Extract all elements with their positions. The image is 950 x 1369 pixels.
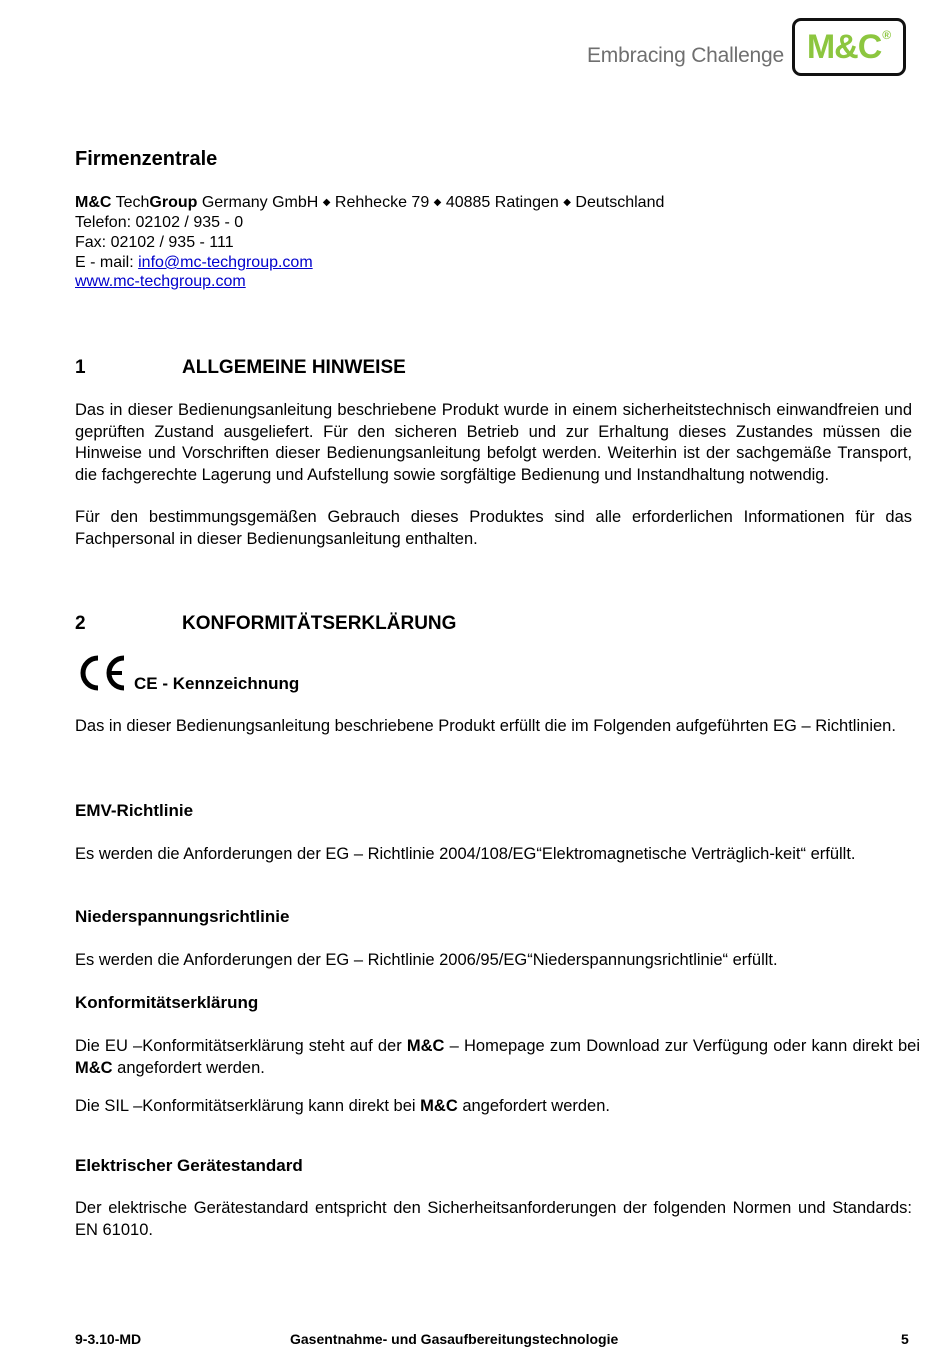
- section-1-paragraph-1: Das in dieser Bedienungsanleitung beschriebene Produkt wurde in einem sicherheitstechnisch einwandfreien und geprüften Zustand ausgeliefert. Für den sicheren Betrieb und zur Erhaltung dieses Zustandes müssen die Hinweise und Vorschriften dieser Bedienungsanleitung befolgt werden. Weiterhin ist der sachgemäße Transport, die fachgerechte Lagerung und Aufstellung sowie sorgfältige Bedienung und Instandhaltung notwendig.: [75, 401, 912, 484]
- company-brand: M&C: [75, 194, 112, 211]
- konformitaet-text: [75, 1036, 920, 1079]
- elektrisch-text: Der elektrische Gerätestandard entspricht den Sicherheitsanforderungen der folgenden Normen und Standards: EN 61010.: [75, 1199, 912, 1239]
- nsp-heading: Niederspannungsrichtlinie: [75, 907, 290, 926]
- email-label: E - mail:: [75, 254, 139, 271]
- konf-text-b: – Homepage zum Download zur Verfügung oder kann direkt bei: [444, 1037, 920, 1055]
- sil-text-b: angefordert werden.: [457, 1097, 610, 1115]
- section-1-title: ALLGEMEINE HINWEISE: [182, 357, 406, 378]
- company-name-rest: Germany GmbH: [197, 194, 319, 211]
- separator-icon: ◆: [322, 197, 331, 208]
- nsp-text: Es werden die Anforderungen der EG – Richtlinie 2006/95/EG“Niederspannungsrichtlinie“ erfüllt.: [75, 951, 778, 969]
- website-link[interactable]: www.mc-techgroup.com: [75, 273, 246, 290]
- footer-title: Gasentnahme- und Gasaufbereitungstechnologie: [290, 1331, 619, 1347]
- konf-text-a: Die EU –Konformitätserklärung steht auf der: [75, 1037, 407, 1055]
- ce-mark-icon: [76, 654, 128, 692]
- section-2-number: 2: [75, 613, 86, 634]
- footer-page-number: 5: [901, 1331, 909, 1347]
- company-heading: Firmenzentrale: [75, 148, 218, 170]
- ce-intro: Das in dieser Bedienungsanleitung beschriebene Produkt erfüllt die im Folgenden aufgeführten EG – Richtlinien.: [75, 717, 896, 735]
- section-2-title: KONFORMITÄTSERKLÄRUNG: [182, 613, 457, 634]
- konf-brand-2: M&C: [75, 1058, 113, 1077]
- emv-text: Es werden die Anforderungen der EG – Richtlinie 2004/108/EG“Elektromagnetische Verträglich-keit“ erfüllt.: [75, 845, 856, 863]
- sil-brand: M&C: [420, 1097, 458, 1115]
- ce-heading: CE - Kennzeichnung: [134, 674, 300, 693]
- konformitaet-heading: Konformitätserklärung: [75, 993, 259, 1012]
- konf-brand-1: M&C: [406, 1037, 445, 1055]
- logo-text: M&C: [806, 27, 882, 66]
- section-1-number: 1: [75, 357, 86, 378]
- city: 40885 Ratingen: [445, 194, 559, 211]
- street: Rehhecke 79: [334, 194, 430, 211]
- country: Deutschland: [575, 194, 665, 211]
- registered-mark: ®: [882, 28, 892, 42]
- address-line: [75, 193, 664, 215]
- konf-text-c: angefordert werden.: [112, 1058, 265, 1077]
- phone-line: Telefon: 02102 / 935 - 0: [75, 214, 244, 231]
- section-1-paragraph-2: Für den bestimmungsgemäßen Gebrauch dieses Produktes sind alle erforderlichen Informationen für das Fachpersonal in dieser Bedienungsanleitung enthalten.: [75, 508, 912, 548]
- elektrisch-heading: Elektrischer Gerätestandard: [75, 1156, 303, 1175]
- separator-icon: ◆: [433, 197, 442, 208]
- company-tech: Tech: [115, 194, 150, 211]
- company-logo: [792, 18, 906, 76]
- separator-icon: ◆: [563, 197, 571, 208]
- tagline: Embracing Challenge: [587, 44, 784, 67]
- website-line: [75, 272, 246, 292]
- email-link[interactable]: info@mc-techgroup.com: [138, 254, 313, 271]
- email-line: [75, 253, 313, 273]
- fax-line: Fax: 02102 / 935 - 111: [75, 234, 234, 251]
- sil-text-a: Die SIL –Konformitätserklärung kann direkt bei: [75, 1097, 421, 1115]
- emv-heading: EMV-Richtlinie: [75, 801, 194, 820]
- company-group: Group: [149, 194, 198, 211]
- footer-doc-id: 9-3.10-MD: [75, 1331, 142, 1347]
- sil-text: [75, 1096, 920, 1118]
